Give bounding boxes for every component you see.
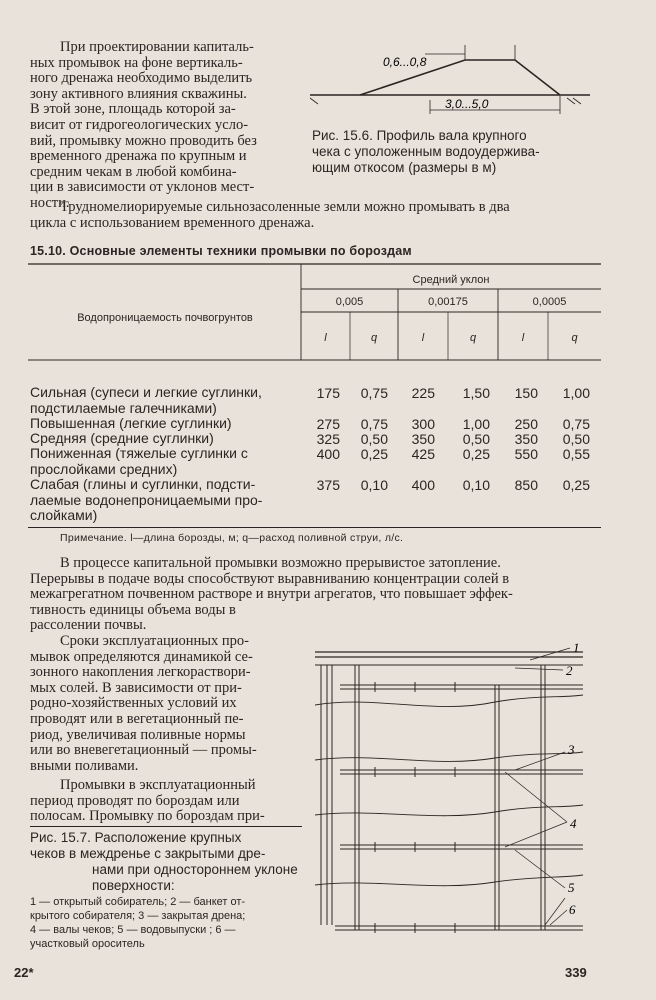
- label-2: 2: [566, 663, 573, 678]
- table-note: Примечание. l—длина борозды, м; q—расход поливной струи, л/с.: [60, 532, 404, 544]
- label-4: 4: [570, 816, 577, 831]
- dim-bottom-label: 3,0...5,0: [445, 97, 489, 111]
- label-6: 6: [569, 902, 576, 917]
- table-row: Повышенная (легкие суглинки) 275 0,75 300 1,00 250 0,75: [30, 415, 590, 432]
- table-bottom-rule: [28, 527, 601, 528]
- sub-header-l-2: l: [421, 332, 425, 344]
- figure-15-7-drawing: [315, 640, 605, 940]
- caption-rule: [30, 826, 302, 827]
- column-label-permeability: Водопроницаемость почвогрунтов: [77, 312, 253, 324]
- table-row: Пониженная (тяжелые суглинки с прослойками средних) 400 0,25 425 0,25 550 0,55: [30, 445, 590, 477]
- paragraph-difficult-lands: Трудномелиорируемые сильнозасоленные земли можно промывать в два цикла с использованием временного дренажа.: [30, 199, 510, 231]
- intro-paragraph: При проектировании капиталь- ных промывок на фоне вертикаль- ного дренажа необходимо выделить зону активного влияния скважины. В этой зоне, площадь которой за- висит от гидрогеологических усло- вий, промывку можно проводить без временного дренажа по крупным и средним чекам в любой комбина- ции в зависимости от уклонов мест- ности.: [30, 39, 257, 211]
- sub-header-q-1: q: [370, 332, 378, 344]
- label-1: 1: [573, 640, 580, 655]
- slope-header-3: 0,0005: [532, 296, 567, 308]
- slope-header-1: 0,005: [335, 296, 364, 308]
- figure-15-6-drawing: [305, 40, 595, 125]
- table-title: 15.10. Основные элементы техники промывки по бороздам: [30, 244, 412, 258]
- table-row: Сильная (супеси и легкие суглинки, подстилаемые галечниками) 175 0,75 225 1,50 150 1,00: [30, 384, 590, 416]
- paragraph-furrow-washing: Промывки в эксплуатационный период проводят по бороздам или полосам. Промывку по бороздам при-: [30, 777, 265, 825]
- label-5: 5: [568, 880, 575, 895]
- page-number: 339: [565, 965, 587, 980]
- sub-header-l-3: l: [521, 332, 525, 344]
- label-3: 3: [568, 742, 575, 757]
- group-header-slope: Средний уклон: [412, 274, 490, 286]
- paragraph-intermittent-flooding: В процессе капитальной промывки возможно прерывистое затопление. Перерывы в подаче воды способствуют выравниванию концентрации солей в межагрегатном почвенном растворе и внутри агрегатов, что повышает эффек- тивность единицы объема воды в рассолении почвы.: [30, 555, 513, 634]
- signature-mark: 22*: [14, 965, 34, 980]
- figure-15-6-caption: Рис. 15.6. Профиль вала крупного чека с уположенным водоудержива- ющим откосом (размеры в м): [312, 128, 540, 175]
- sub-header-q-3: q: [571, 332, 578, 344]
- slope-header-2: 0,00175: [428, 296, 468, 308]
- figure-15-7-caption: Рис. 15.7. Расположение крупных чеков в междренье с закрытыми дре- нами при одностороннем уклоне поверхности:: [30, 830, 298, 893]
- paragraph-operational-timing: Сроки эксплуатационных про- мывок определяются динамикой се- зонного накопления легкораствори- мых солей. В зависимости от при- родно-хозяйственных условий их проводят или в вегетационный пе- риод, увеличивая поливные нормы или во вневегетационный — промы- вными поливами.: [30, 633, 257, 774]
- table-row: Средняя (средние суглинки) 325 0,50 350 0,50 350 0,50: [30, 430, 590, 447]
- sub-header-q-2: q: [469, 332, 477, 344]
- dim-top-label: 0,6...0,8: [383, 55, 427, 69]
- figure-15-7-legend: 1 — открытый собиратель; 2 — банкет от- крытого собирателя; 3 — закрытая дрена; 4 — валы чеков; 5 — водовыпуски ; 6 — участковый ороситель: [30, 896, 246, 950]
- table-row: Слабая (глины и суглинки, подсти- лаемые водонепроницаемыми про- слойками) 375 0,10 400 0,10 850 0,25: [30, 476, 590, 523]
- sub-header-l-1: l: [324, 332, 327, 344]
